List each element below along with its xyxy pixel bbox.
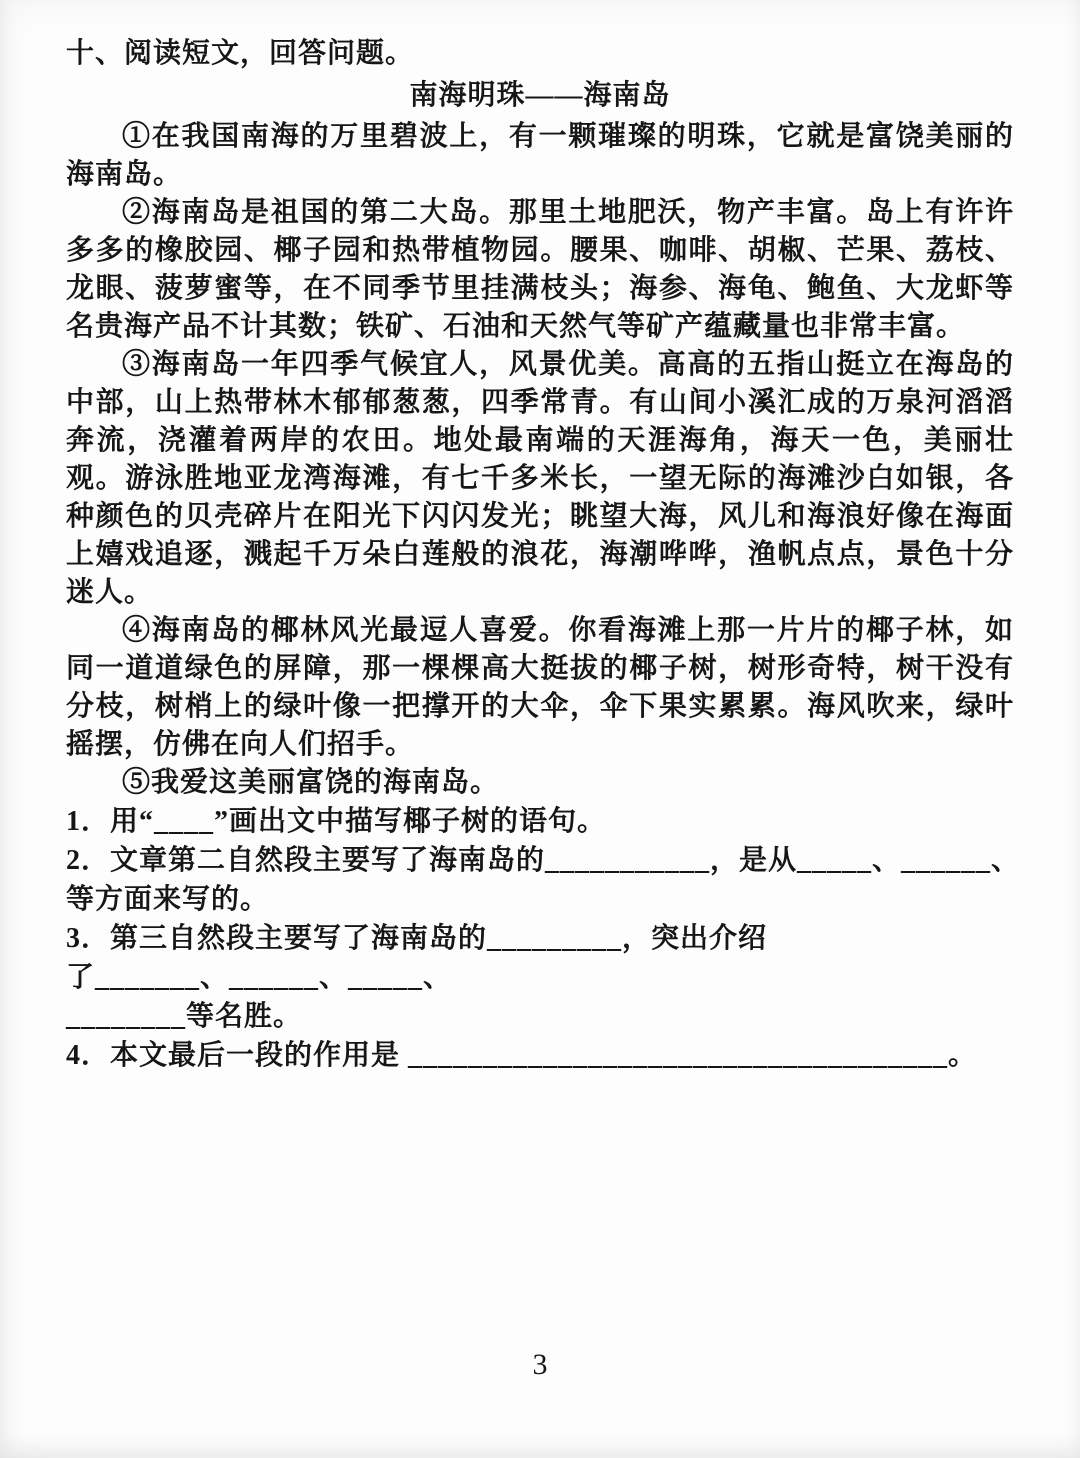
article-paragraph-5: ⑤我爱这美丽富饶的海南岛。 [122,767,500,798]
question-2-line-1: 2．文章第二自然段主要写了海南岛的___________，是从_____、______、 [66,845,1021,876]
question-3-line-1: 3．第三自然段主要写了海南岛的_________，突出介绍 [66,923,768,954]
question-3-line-2: 了_______、______、_____、 [66,962,453,993]
article-paragraph-3: ③海南岛一年四季气候宜人，风景优美。高高的五指山挺立在海岛的中部，山上热带林木郁郁葱葱，四季常青。有山间小溪汇成的万泉河滔滔奔流，浇灌着两岸的农田。地处最南端的天涯海角，海天一色，美丽壮观。游泳胜地亚龙湾海滩，有七千多米长，一望无际的海滩沙白如银，各种颜色的贝壳碎片在阳光下闪闪发光；眺望大海，风儿和海浪好像在海面上嬉戏追逐，溅起千万朵白莲般的浪花，海潮哗哗，渔帆点点，景色十分迷人。 [66,349,1014,608]
question-list [66,802,1021,1075]
page-number: 3 [532,1348,548,1381]
question-2-line-2: 等方面来写的。 [66,884,270,915]
reading-article [66,76,1014,802]
section-heading: 十、阅读短文，回答问题。 [66,38,415,69]
question-4-line-1: 4．本文最后一段的作用是 ____________________________________。 [66,1040,978,1071]
article-paragraph-1: ①在我国南海的万里碧波上，有一颗璀璨的明珠，它就是富饶美丽的海南岛。 [66,121,1014,190]
article-paragraph-4: ④海南岛的椰林风光最逗人喜爱。你看海滩上那一片片的椰子林，如同一道道绿色的屏障，那一棵棵高大挺拔的椰子树，树形奇特，树干没有分枝，树梢上的绿叶像一把撑开的大伞，伞下果实累累。海风吹来，绿叶摇摆，仿佛在向人们招手。 [66,615,1014,760]
article-paragraph-2: ②海南岛是祖国的第二大岛。那里土地肥沃，物产丰富。岛上有许许多多的橡胶园、椰子园和热带植物园。腰果、咖啡、胡椒、芒果、荔枝、龙眼、菠萝蜜等，在不同季节里挂满枝头；海参、海龟、鲍鱼、大龙虾等名贵海产品不计其数；铁矿、石油和天然气等矿产蕴藏量也非常丰富。 [66,197,1014,342]
question-3-line-3: ________等名胜。 [66,1001,303,1032]
article-title: 南海明珠——海南岛 [409,80,671,111]
question-1-line-1: 1．用“____”画出文中描写椰子树的语句。 [66,806,607,837]
